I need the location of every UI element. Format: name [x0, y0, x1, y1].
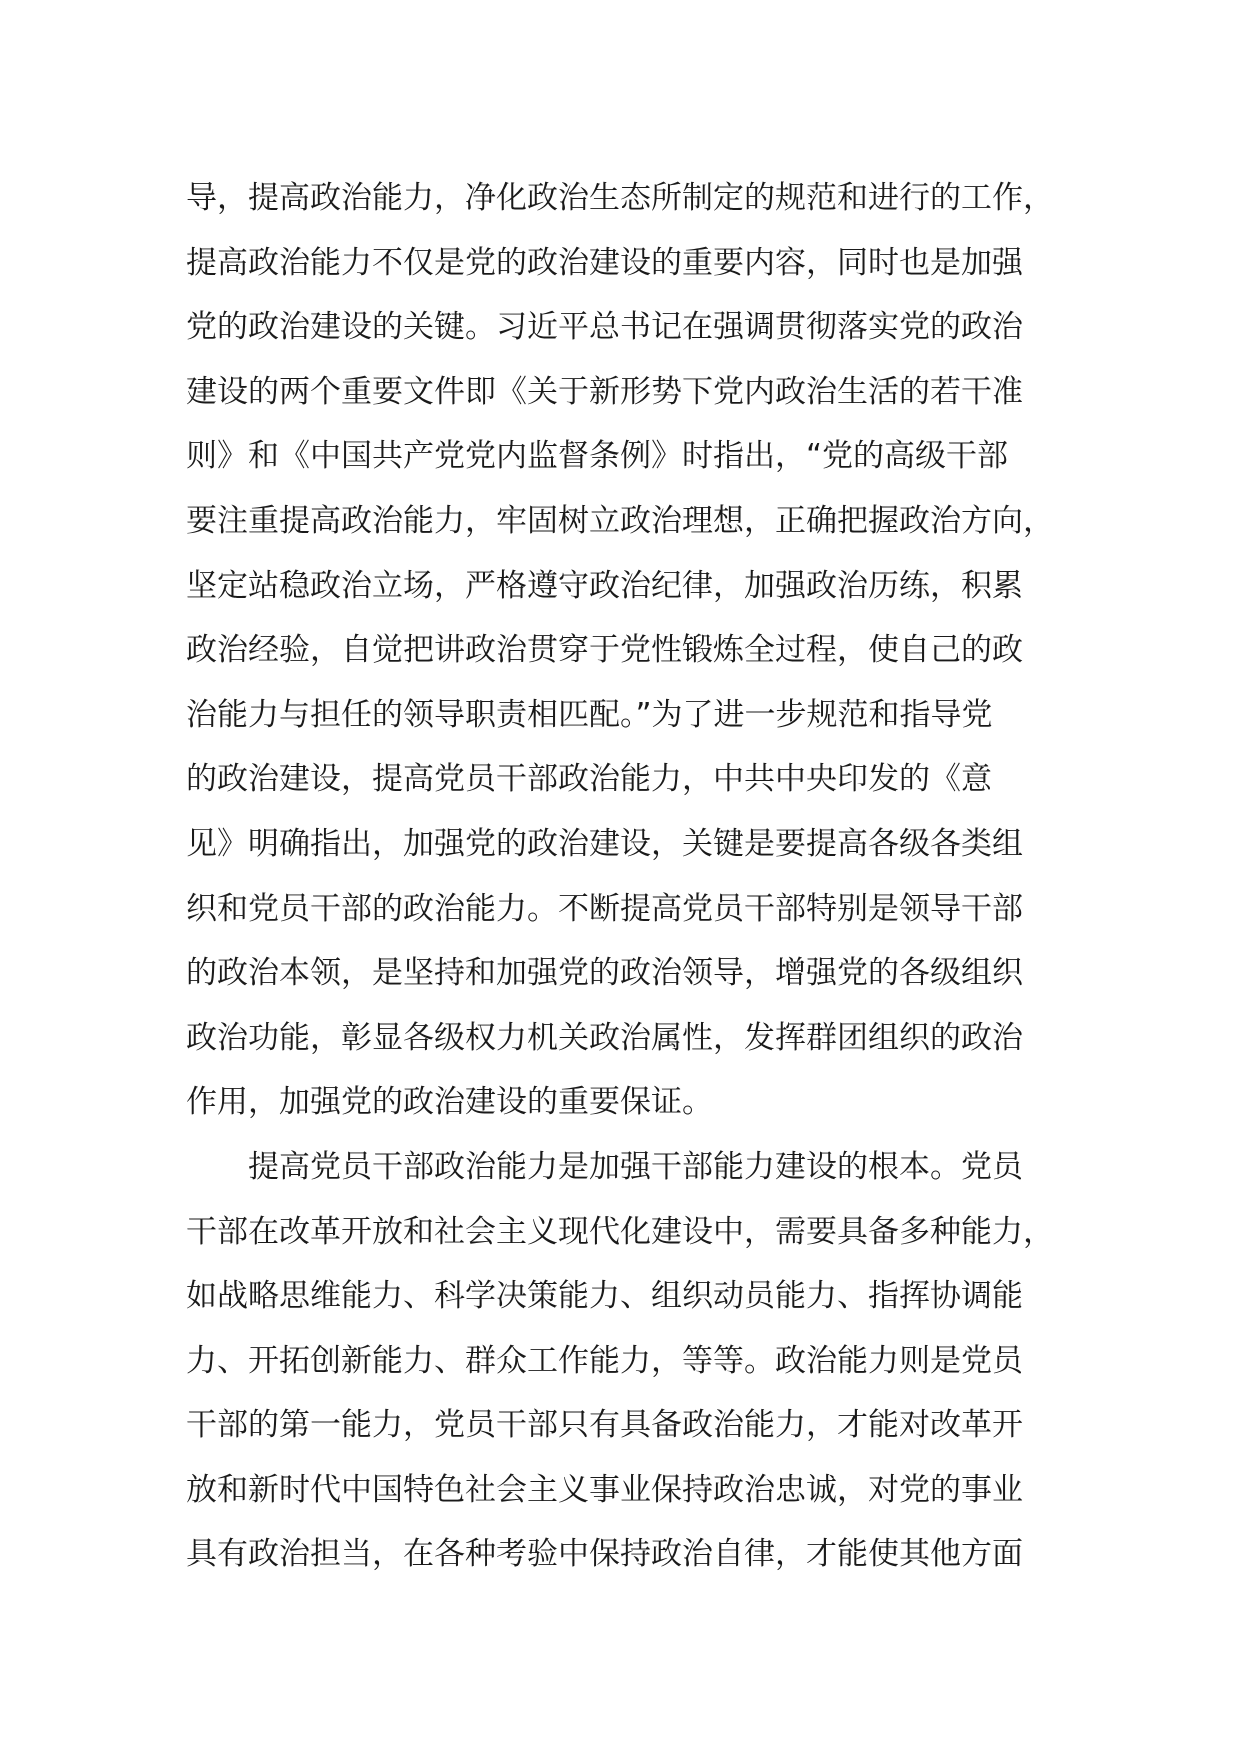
text-line: 织和党员干部的政治能力。不断提高党员干部特别是领导干部 [186, 890, 1023, 927]
text-line: 见》明确指出，加强党的政治建设，关键是要提高各级各类组 [186, 825, 1023, 862]
body-text [186, 166, 1086, 1587]
text-line: 干部的第一能力，党员干部只有具备政治能力，才能对改革开 [186, 1407, 1023, 1444]
text-line: 坚定站稳政治立场，严格遵守政治纪律，加强政治历练，积累 [186, 567, 1023, 604]
text-line: 要注重提高政治能力，牢固树立政治理想，正确把握政治方向， [186, 502, 1054, 539]
text-line: 党的政治建设的关键。习近平总书记在强调贯彻落实党的政治 [186, 309, 1023, 346]
text-line: 则》和《中国共产党党内监督条例》时指出，“党的高级干部 [186, 438, 1009, 475]
text-line: 力、开拓创新能力、群众工作能力，等等。政治能力则是党员 [186, 1342, 1023, 1379]
text-line: 政治经验，自觉把讲政治贯穿于党性锻炼全过程，使自己的政 [186, 632, 1023, 669]
text-line: 具有政治担当，在各种考验中保持政治自律，才能使其他方面 [186, 1536, 1023, 1573]
text-line: 治能力与担任的领导职责相匹配。”为了进一步规范和指导党 [186, 696, 993, 733]
text-line: 提高政治能力不仅是党的政治建设的重要内容，同时也是加强 [186, 244, 1023, 281]
text-line: 建设的两个重要文件即《关于新形势下党内政治生活的若干准 [186, 373, 1023, 410]
text-line: 导，提高政治能力，净化政治生态所制定的规范和进行的工作， [186, 180, 1054, 216]
text-line: 的政治本领，是坚持和加强党的政治领导，增强党的各级组织 [186, 955, 1023, 992]
text-line: 放和新时代中国特色社会主义事业保持政治忠诚，对党的事业 [186, 1471, 1023, 1508]
paragraph-start-line: 提高党员干部政治能力是加强干部能力建设的根本。党员 [248, 1148, 1023, 1185]
text-line: 的政治建设，提高党员干部政治能力，中共中央印发的《意 [186, 761, 992, 798]
text-line: 作用，加强党的政治建设的重要保证。 [186, 1084, 713, 1121]
text-line: 如战略思维能力、科学决策能力、组织动员能力、指挥协调能 [186, 1278, 1023, 1315]
text-line: 干部在改革开放和社会主义现代化建设中，需要具备多种能力， [186, 1213, 1054, 1250]
text-line: 政治功能，彰显各级权力机关政治属性，发挥群团组织的政治 [186, 1019, 1023, 1056]
